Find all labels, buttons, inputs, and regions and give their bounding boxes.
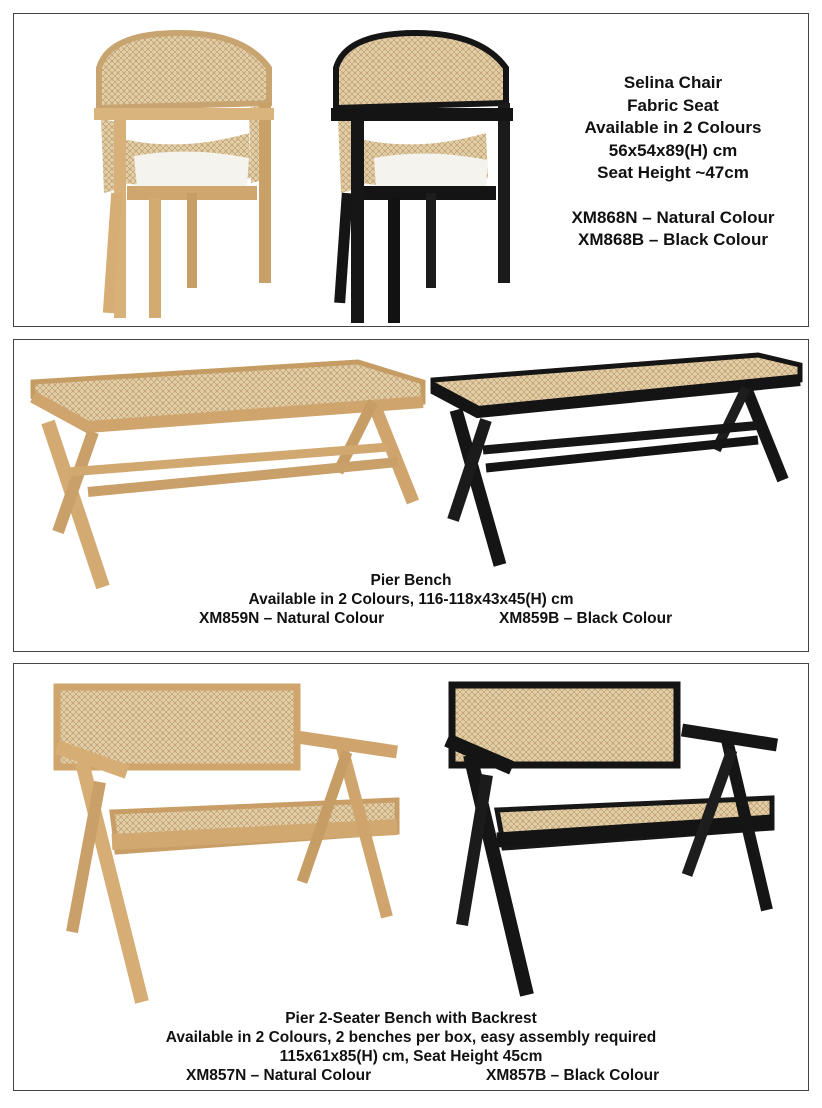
- natural-armchair-image: [79, 28, 289, 318]
- pier-settee-code-natural: XM857N – Natural Colour: [186, 1067, 372, 1084]
- pier-bench-panel: [13, 339, 809, 652]
- selina-chair-panel: [13, 13, 809, 327]
- product-spec-line: Seat Height ~47cm: [597, 163, 749, 182]
- product-code: XM868N – Natural Colour: [571, 207, 775, 227]
- natural-settee-image: [52, 682, 402, 1007]
- black-bench-image: [428, 350, 803, 570]
- pier-settee-spec-1: Available in 2 Colours, 2 benches per box, easy assembly required: [165, 1029, 657, 1046]
- pier-settee-title: Pier 2-Seater Bench with Backrest: [285, 1010, 537, 1027]
- pier-settee-panel: [13, 663, 809, 1091]
- pier-settee-code-black: XM857B – Black Colour: [486, 1067, 660, 1084]
- product-spec-line: 56x54x89(H) cm: [608, 140, 738, 160]
- product-spec-line: Available in 2 Colours: [584, 118, 762, 137]
- product-spec-line: Fabric Seat: [627, 95, 719, 115]
- pier-bench-spec: Available in 2 Colours, 116-118x43x45(H) cm: [248, 591, 574, 608]
- product-code: XM868B – Black Colour: [578, 230, 768, 249]
- selina-chair-description: [544, 72, 802, 252]
- natural-bench-image: [28, 352, 428, 592]
- pier-settee-spec-2: 115x61x85(H) cm, Seat Height 45cm: [279, 1048, 543, 1065]
- product-title: Selina Chair: [623, 73, 723, 92]
- pier-bench-code-natural: XM859N – Natural Colour: [199, 610, 385, 627]
- pier-bench-title: Pier Bench: [370, 572, 452, 589]
- black-armchair-image: [316, 28, 526, 323]
- pier-bench-code-black: XM859B – Black Colour: [499, 610, 673, 627]
- black-settee-image: [442, 680, 782, 1000]
